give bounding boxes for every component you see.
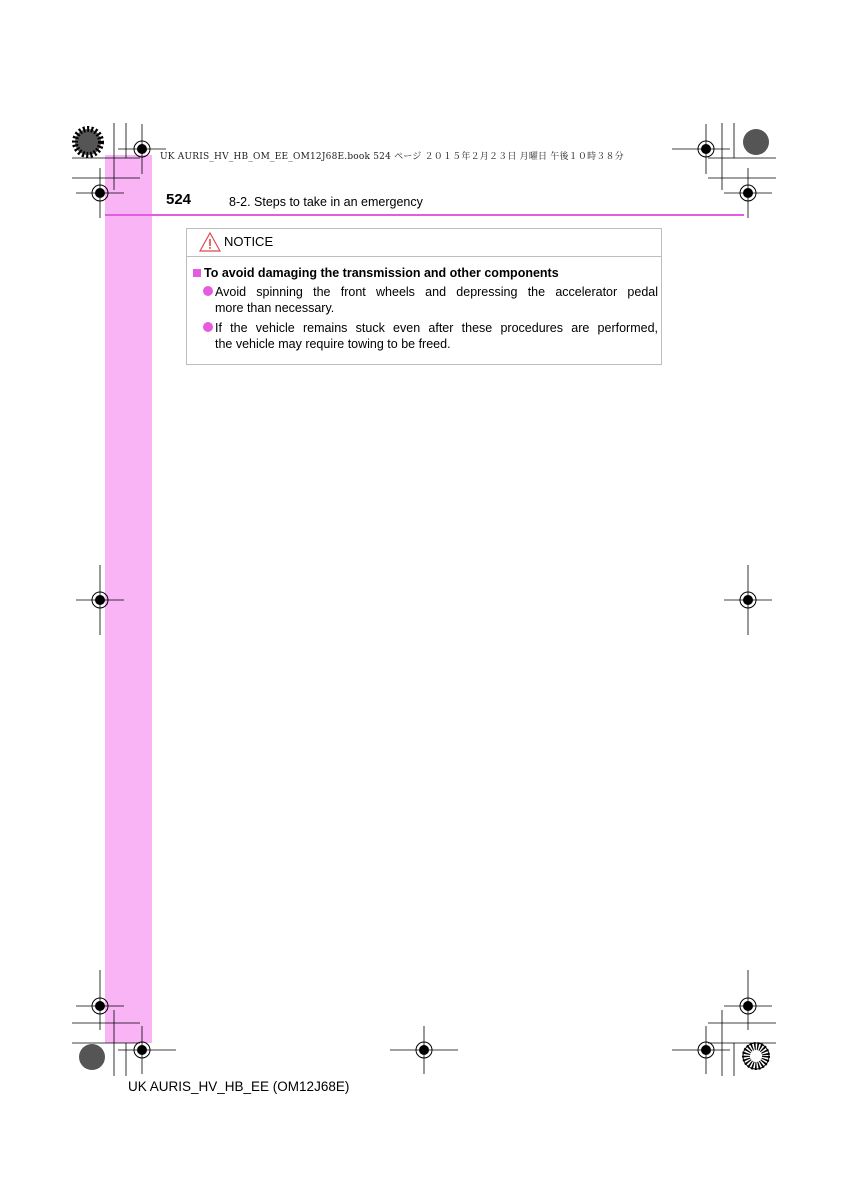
square-bullet-icon [193, 269, 201, 277]
notice-item-line: more than necessary. [215, 301, 335, 315]
notice-item [215, 320, 658, 352]
notice-label: NOTICE [224, 234, 274, 249]
notice-item-line: Avoid spinning the front wheels and depressing the accelerator pedal [215, 285, 658, 299]
warning-triangle-icon [199, 232, 221, 252]
notice-box [186, 228, 662, 365]
print-file-info: UK AURIS_HV_HB_OM_EE_OM12J68E.book 524 ページ ２０１５年２月２３日 月曜日 午後１０時３８分 [160, 152, 624, 162]
notice-heading: To avoid damaging the transmission and other components [204, 266, 559, 280]
notice-item [215, 284, 658, 316]
section-title: 8-2. Steps to take in an emergency [229, 195, 423, 209]
notice-item-line: the vehicle may require towing to be freed. [215, 337, 451, 351]
page-number: 524 [166, 191, 192, 208]
notice-item-line: If the vehicle remains stuck even after these procedures are performed, [215, 321, 658, 335]
notice-header [187, 229, 661, 257]
round-bullet-icon [203, 286, 213, 296]
document-code: UK AURIS_HV_HB_EE (OM12J68E) [128, 1079, 350, 1094]
round-bullet-icon [203, 322, 213, 332]
